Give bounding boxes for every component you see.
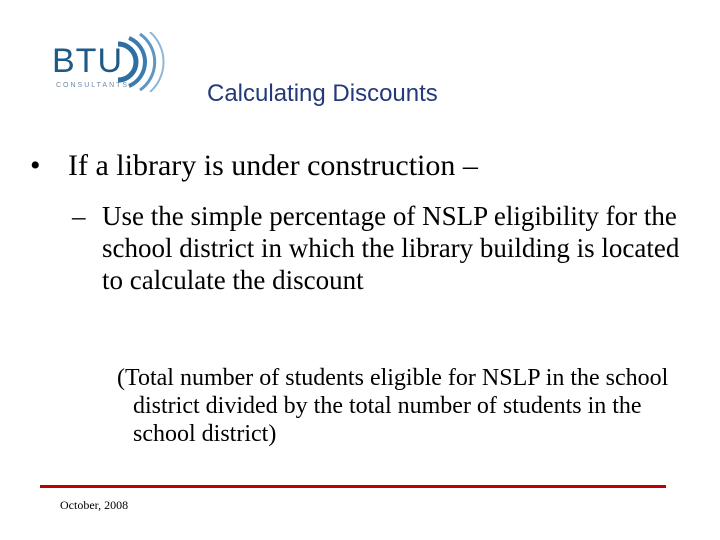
- footer-divider: [40, 485, 666, 488]
- formula-note-text: (Total number of students eligible for NSLP in the school district divided by the total number of students in the school district): [117, 365, 669, 447]
- logo-wordmark: BTU: [52, 42, 123, 80]
- sub-bullet: [72, 200, 692, 296]
- sub-bullet-text: Use the simple percentage of NSLP eligibility for the school district in which the library building is located to calculate the discount: [102, 201, 680, 295]
- bullet-symbol: •: [30, 149, 41, 182]
- logo-subtext: CONSULTANTS: [56, 82, 130, 89]
- sub-bullet-dash: –: [72, 201, 86, 231]
- btu-logo: [52, 32, 172, 100]
- bullet-text: If a library is under construction –: [68, 149, 478, 182]
- footer-date: October, 2008: [60, 498, 129, 512]
- bullet-point: [30, 148, 478, 184]
- slide-title: Calculating Discounts: [207, 80, 438, 107]
- sound-waves-icon: [112, 32, 172, 92]
- formula-note: [117, 364, 677, 448]
